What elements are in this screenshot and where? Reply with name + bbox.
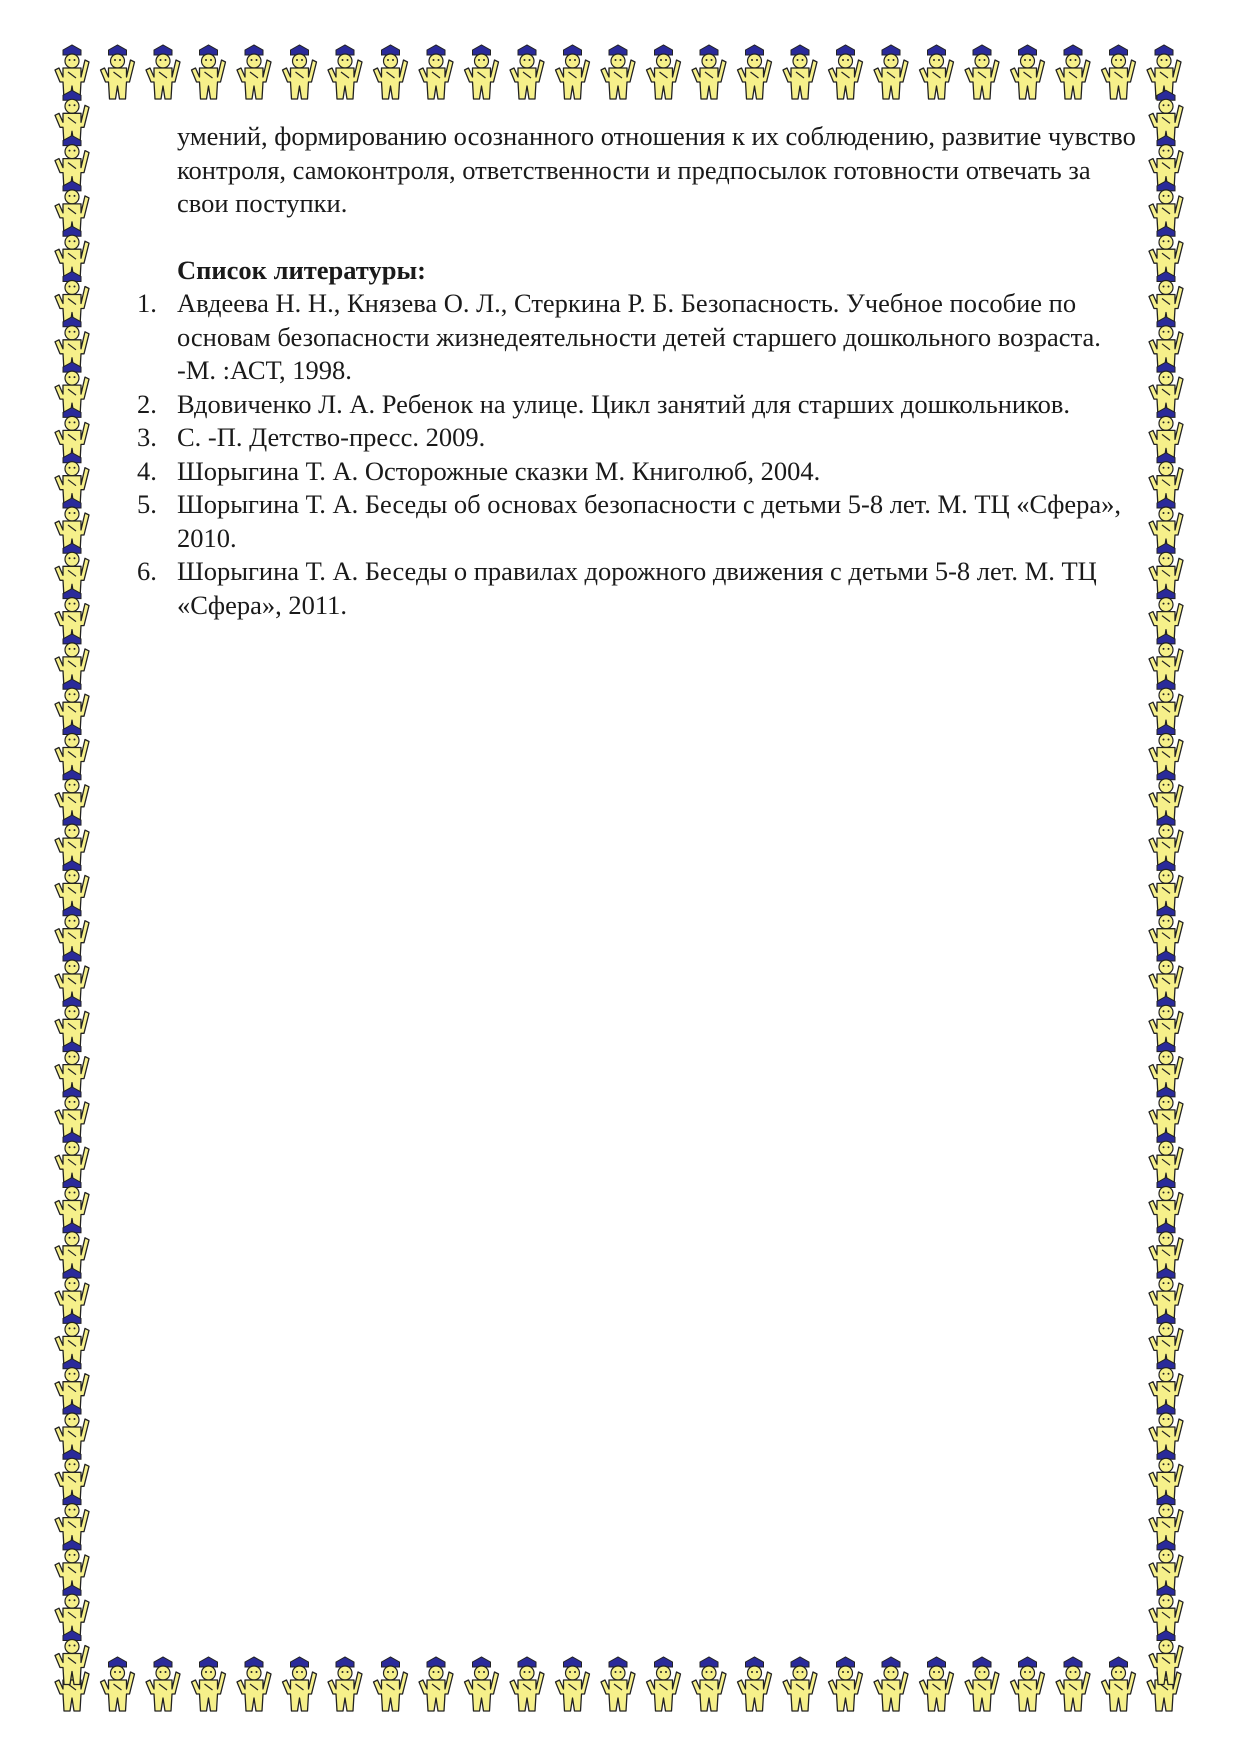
child-figure-icon xyxy=(874,45,908,99)
reference-text: Шорыгина Т. А. Беседы об основах безопасности с детьми 5-8 лет. М. ТЦ «Сфера», 2010. xyxy=(177,489,1122,553)
border-top xyxy=(55,45,1181,99)
child-figure-icon xyxy=(465,45,499,99)
child-figure-icon xyxy=(1056,45,1090,99)
child-figure-icon xyxy=(692,1657,726,1711)
child-figure-icon xyxy=(419,45,453,99)
child-figure-icon xyxy=(920,45,954,99)
references-list xyxy=(135,287,1145,622)
child-figure-icon xyxy=(874,1657,908,1711)
child-figure-icon xyxy=(556,1657,590,1711)
child-figure-icon xyxy=(829,45,863,99)
child-figure-icon xyxy=(328,1657,362,1711)
child-figure-icon xyxy=(101,1657,135,1711)
child-figure-icon xyxy=(965,45,999,99)
child-figure-icon xyxy=(965,1657,999,1711)
child-figure-icon xyxy=(237,45,271,99)
reference-number: 4. xyxy=(137,455,157,486)
reference-number: 3. xyxy=(137,422,157,452)
reference-text: Авдеева Н. Н., Князева О. Л., Стеркина Р. Б. Безопасность. Учебное пособие по основам безопасности жизнедеятельности детей старшего дошкольного возраста. -М. :АСТ, 1998. xyxy=(177,288,1101,385)
child-figure-icon xyxy=(101,45,135,99)
border-bottom xyxy=(55,1657,1181,1711)
reference-text: Шорыгина Т. А. Беседы о правилах дорожного движения с детьми 5-8 лет. М. ТЦ «Сфера», 2011. xyxy=(177,556,1097,620)
reference-item xyxy=(135,455,1145,489)
child-figure-icon xyxy=(146,1657,180,1711)
child-figure-icon xyxy=(647,45,681,99)
child-figure-icon xyxy=(465,1657,499,1711)
child-figure-icon xyxy=(1011,1657,1045,1711)
child-figure-icon xyxy=(1011,45,1045,99)
reference-item xyxy=(135,488,1145,555)
reference-number: 6. xyxy=(137,556,157,586)
reference-text: Вдовиченко Л. А. Ребенок на улице. Цикл занятий для старших дошкольников. xyxy=(177,388,1070,419)
reference-text: С. -П. Детство-пресс. 2009. xyxy=(177,422,486,452)
child-figure-icon xyxy=(601,45,635,99)
child-figure-icon xyxy=(829,1657,863,1711)
child-figure-icon xyxy=(283,1657,317,1711)
child-figure-icon xyxy=(283,45,317,99)
child-figure-icon xyxy=(647,1657,681,1711)
child-figure-icon xyxy=(374,45,408,99)
intro-paragraph: умений, формированию осознанного отношения к их соблюдению, развитие чувство контроля, самоконтроля, ответственности и предпосылок готовности отвечать за свои поступки. xyxy=(177,121,1136,218)
child-figure-icon xyxy=(738,45,772,99)
references-heading: Список литературы: xyxy=(177,254,426,285)
child-figure-icon xyxy=(783,45,817,99)
child-figure-icon xyxy=(783,1657,817,1711)
reference-item xyxy=(135,287,1145,388)
border-left xyxy=(55,90,89,1684)
reference-number: 1. xyxy=(137,288,157,318)
child-figure-icon xyxy=(192,45,226,99)
child-figure-icon xyxy=(738,1657,772,1711)
child-figure-icon xyxy=(192,1657,226,1711)
reference-number: 2. xyxy=(137,388,157,419)
child-figure-icon xyxy=(1102,1657,1136,1711)
child-figure-icon xyxy=(556,45,590,99)
reference-item xyxy=(135,421,1145,455)
reference-text: Шорыгина Т. А. Осторожные сказки М. Книголюб, 2004. xyxy=(177,455,821,486)
child-figure-icon xyxy=(920,1657,954,1711)
child-figure-icon xyxy=(1102,45,1136,99)
child-figure-icon xyxy=(237,1657,271,1711)
child-figure-icon xyxy=(510,45,544,99)
child-figure-icon xyxy=(510,1657,544,1711)
child-figure-icon xyxy=(601,1657,635,1711)
child-figure-icon xyxy=(146,45,180,99)
child-figure-icon xyxy=(1056,1657,1090,1711)
child-figure-icon xyxy=(374,1657,408,1711)
reference-item xyxy=(135,388,1145,422)
border-right xyxy=(1149,90,1183,1684)
child-figure-icon xyxy=(419,1657,453,1711)
reference-number: 5. xyxy=(137,489,157,519)
child-figure-icon xyxy=(692,45,726,99)
child-figure-icon xyxy=(328,45,362,99)
reference-item xyxy=(135,555,1145,622)
document-body xyxy=(135,120,1145,622)
